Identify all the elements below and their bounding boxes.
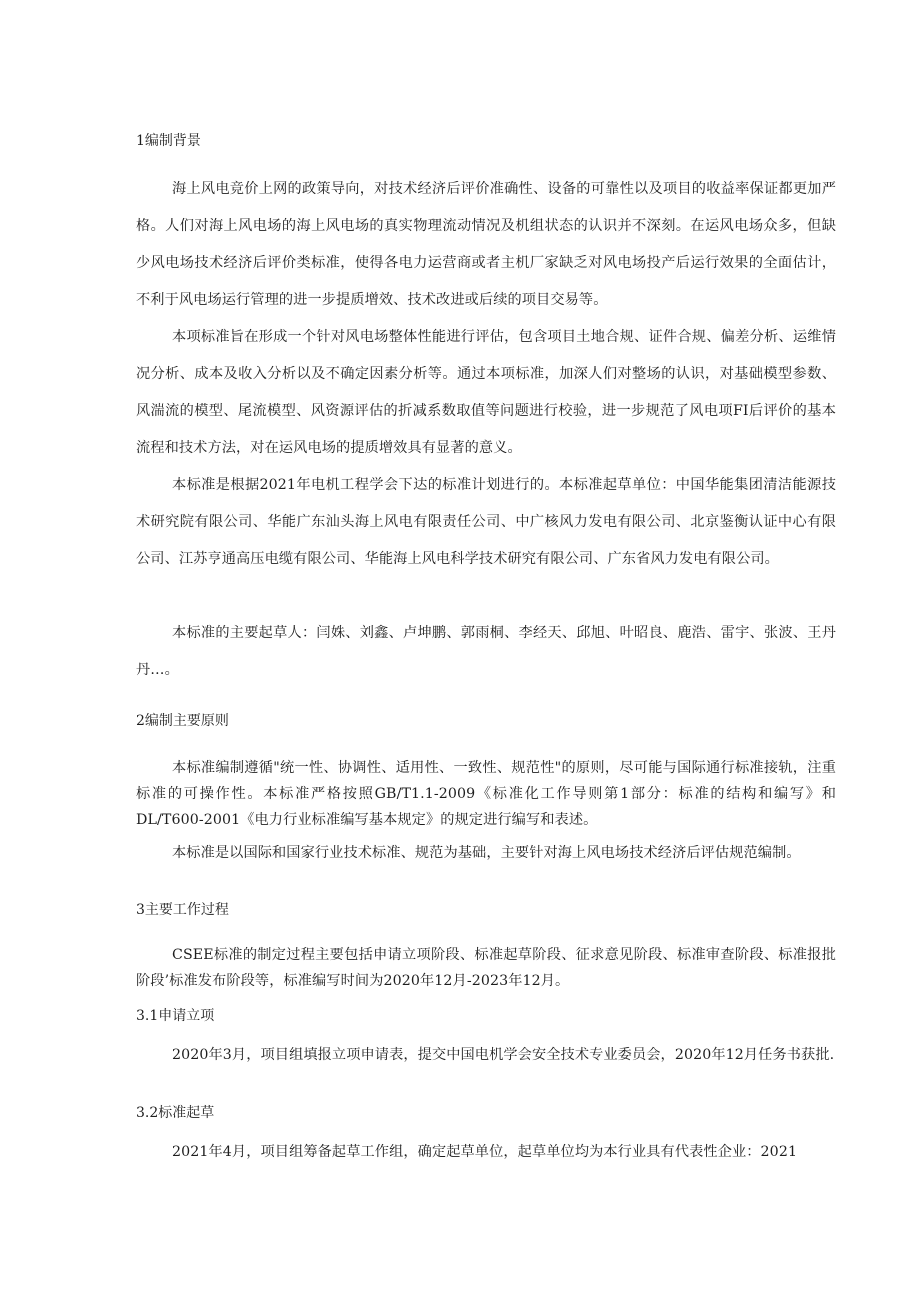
section-1-paragraph-2: 本项标准旨在形成一个针对风电场整体性能进行评估，包含项目土地合规、证件合规、偏差分析、运维情况分析、成本及收入分析以及不确定因素分析等。通过本项标准，加深人们对整场的认识，对基础模型参数、风湍流的模型、尾流模型、风资源评估的折减系数取值等问题进行校验，进一步规范了风电项FI后评价的基本流程和技术方法，对在运风电场的提质增效具有显著的意义。 (136, 329, 836, 456)
section-1-paragraph-3: 本标准是根据2021年电机工程学会下达的标准计划进行的。本标准起草单位：中国华能集团清洁能源技术研究院有限公司、华能广东汕头海上风电有限责任公司、中广核风力发电有限公司、北京鉴衡认证中心有限公司、江苏亨通高压电缆有限公司、华能海上风电科学技术研究有限公司、广东省风力发电有限公司。 (136, 477, 836, 567)
section-2-paragraph-1: 本标准编制遵循"统一性、协调性、适用性、一致性、规范性"的原则，尽可能与国际通行标准接轨，注重标准的可操作性。本标准严格按照GB/T1.1-2009《标准化工作导则第1部分：标准的结构和编写》和DL/T600-2001《电力行业标准编写基本规定》的规定进行编写和表述。 (136, 760, 836, 828)
section-2-heading: 2编制主要原则 (136, 713, 229, 729)
section-3-paragraph-1: CSEE标准的制定过程主要包括申请立项阶段、标准起草阶段、征求意见阶段、标准审查阶段、标准报批阶段’标准发布阶段等，标准编写时间为2020年12月-2023年12月。 (136, 947, 836, 989)
section-3-1-heading: 3.1申请立项 (136, 1008, 215, 1024)
section-1-paragraph-4: 本标准的主要起草人：闫姝、刘鑫、卢坤鹏、郭雨桐、李经天、邱旭、叶昭良、鹿浩、雷宇、张波、王丹丹…。 (136, 625, 836, 678)
section-3-heading: 3主要工作过程 (136, 902, 229, 918)
section-1-heading: 1编制背景 (136, 133, 201, 149)
section-3-2-paragraph: 2021年4月，项目组筹备起草工作组，确定起草单位，起草单位均为本行业具有代表性企业：2021 (172, 1144, 798, 1160)
section-3-1-paragraph: 2020年3月，项目组填报立项申请表，提交中国电机学会安全技术专业委员会，2020年12月任务书获批. (172, 1047, 835, 1063)
section-2-paragraph-2: 本标准是以国际和国家行业技术标准、规范为基础，主要针对海上风电场技术经济后评估规范编制。 (172, 845, 801, 861)
section-1-paragraph-1: 海上风电竞价上网的政策导向，对技术经济后评价准确性、设备的可靠性以及项目的收益率保证都更加严格。人们对海上风电场的海上风电场的真实物理流动情况及机组状态的认识并不深刻。在运风电场众多，但缺少风电场技术经济后评价类标准，使得各电力运营商或者主机厂家缺乏对风电场投产后运行效果的全面估计，不利于风电场运行管理的进一步提质增效、技术改进或后续的项目交易等。 (136, 181, 836, 308)
section-3-2-heading: 3.2标准起草 (136, 1105, 215, 1121)
